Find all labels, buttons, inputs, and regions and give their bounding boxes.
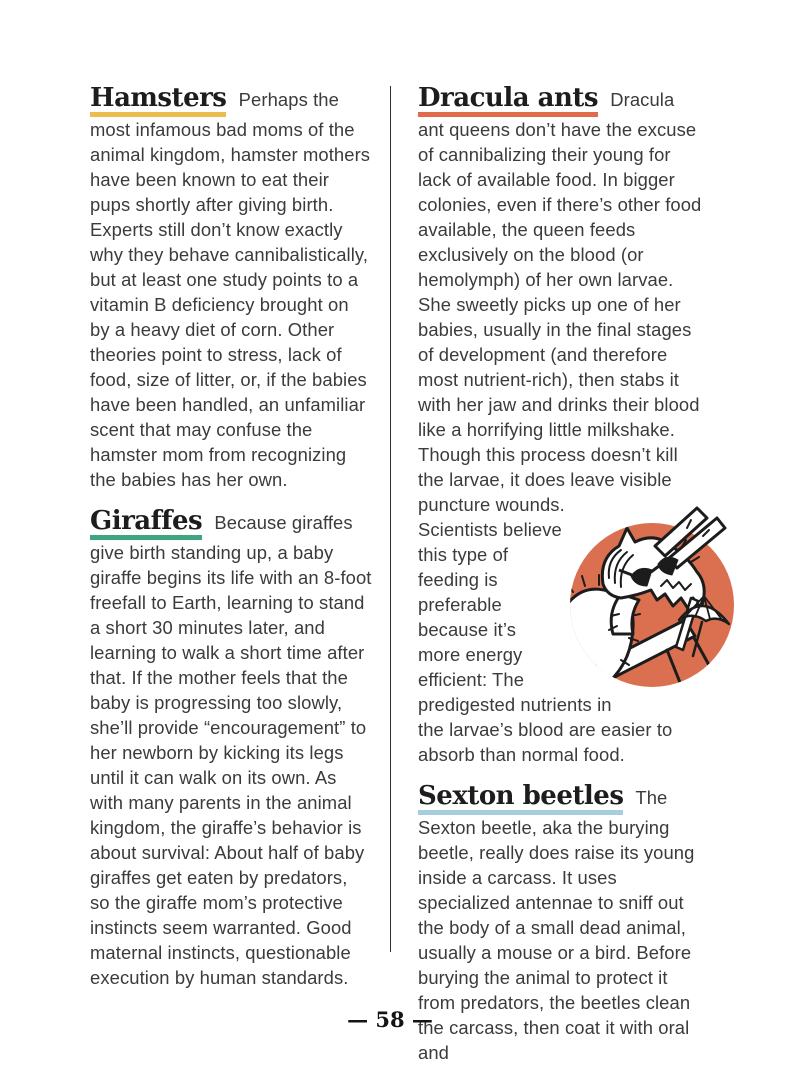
two-column-layout: [90, 83, 706, 1065]
section-heading-giraffes: Giraffes: [90, 509, 202, 540]
left-column: [90, 83, 372, 990]
section-body-sexton-beetles: The Sexton beetle, aka the burying beetle, really does raise its young inside a carcass. It uses specialized antennae to sniff out the body of a small dead animal, usually a mouse or a bird. Before burying the animal to protect it from predators, the beetles clean the carcass, then coat it with oral and: [418, 787, 695, 1063]
page-number: — 58 —: [347, 1007, 433, 1032]
section-heading-dracula-ants: Dracula ants: [418, 86, 598, 117]
section-hamsters: [90, 83, 372, 492]
section-heading-sexton-beetles: Sexton beetles: [418, 784, 623, 815]
right-column: [418, 83, 705, 1065]
section-body-giraffes: Because giraffes give birth standing up, a baby giraffe begins its life with an 8-foot freefall to Earth, learning to stand a short 30 minutes later, and learning to walk a short time after that. If the mother feels that the baby is progressing too slowly, she’ll provide “encouragement” to her newborn by kicking its legs until it can walk on its own. As with many parents in the animal kingdom, the giraffe’s behavior is about survival: About half of baby giraffes get eaten by predators, so the giraffe mom’s protective instincts seem warranted. Good maternal instincts, questionable execution by human standards.: [90, 512, 372, 988]
column-divider: [390, 86, 391, 952]
section-body-dracula-ants: Dracula ant queens don’t have the excuse of cannibalizing their young for lack of available food. In bigger colonies, even if there’s other food available, the queen feeds exclusively on the blood (or hemolymph) of her own larvae. She sweetly picks up one of her babies, usually in the final stages of development (and therefore most nutrient-rich), then stabs it with her jaw and drinks their blood like a horrifying little milkshake. Though this process doesn’t kill the larvae, it does leave visible puncture wounds. Scientists believe this type of feeding is preferable because it’s more energy efficient: The predigested nutrients in the larvae’s blood are easier to absorb than normal food.: [418, 89, 702, 765]
dracula-ant-drinking-icon: [569, 522, 735, 688]
section-heading-hamsters: Hamsters: [90, 86, 226, 117]
section-giraffes: [90, 506, 372, 990]
section-body-hamsters: Perhaps the most infamous bad moms of the animal kingdom, hamster mothers have been known to eat their pups shortly after giving birth. Experts still don’t know exactly why they behave cannibalistically, but at least one study points to a vitamin B deficiency brought on by a heavy diet of corn. Other theories point to stress, lack of food, size of litter, or, if the babies have been handled, an unfamiliar scent that may confuse the hamster mom from recognizing the babies has her own.: [90, 89, 371, 490]
dracula-ant-illustration: [569, 522, 735, 688]
